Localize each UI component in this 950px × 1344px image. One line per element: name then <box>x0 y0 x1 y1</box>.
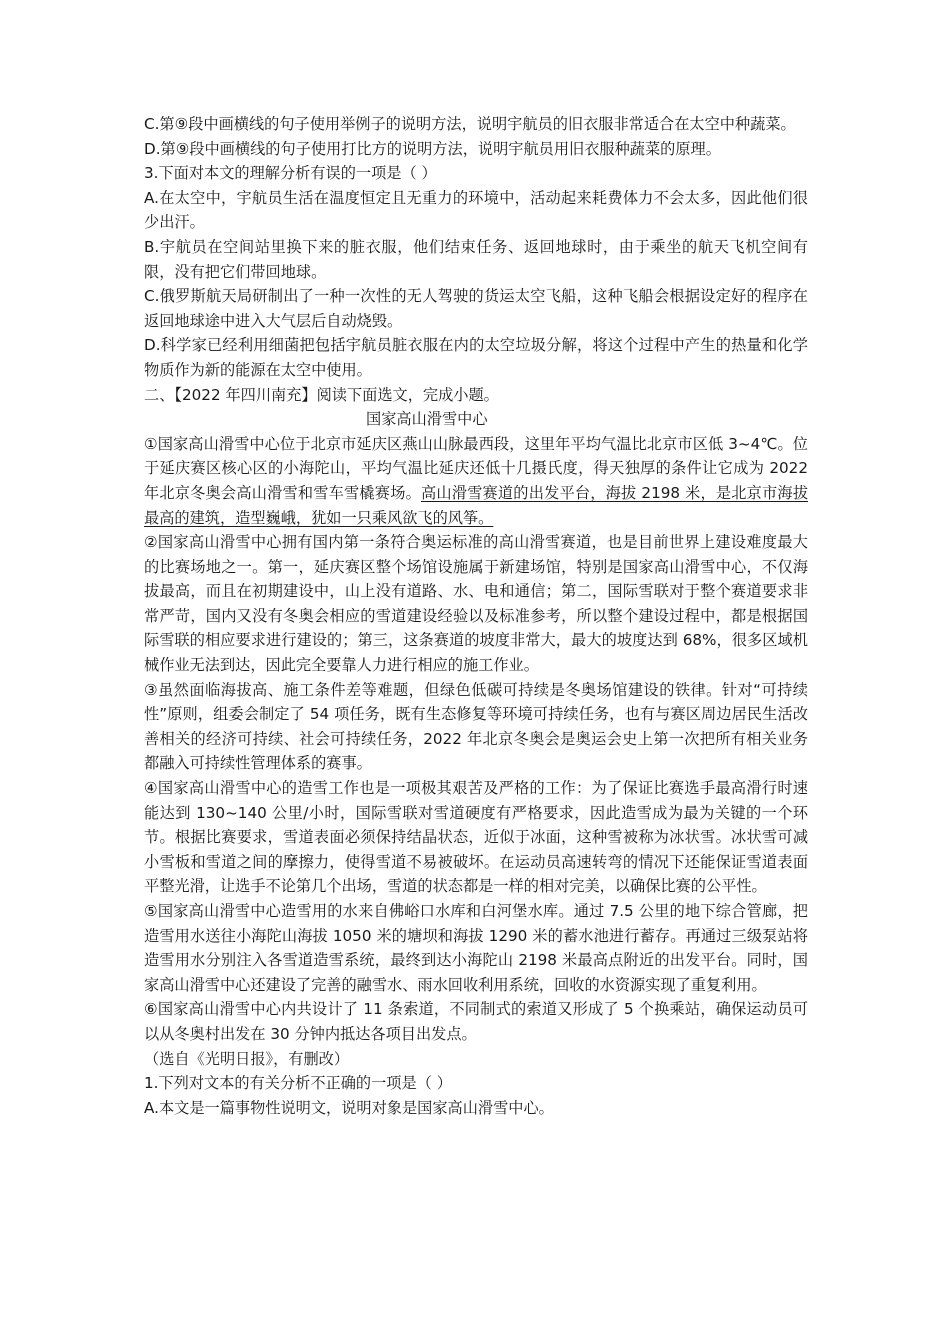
paragraph-1-text: ①国家高山滑雪中心位于北京市延庆区燕山山脉最西段，这里年平均气温比北京市区低 3~4℃。位于延庆赛区核心区的小海陀山，平均气温比延庆还低十几摄氏度，得天独厚的条件让它成为 2022 年北京冬奥会高山滑雪和雪车雪橇赛场。 <box>144 434 808 502</box>
question-3-option-a: A.在太空中，宇航员生活在温度恒定且无重力的环境中，活动起来耗费体力不会太多，因此他们很少出汗。 <box>144 188 808 232</box>
section-heading: 二、【2022 年四川南充】阅读下面选文，完成小题。 <box>144 385 499 404</box>
question-3-option-b: B.宇航员在空间站里换下来的脏衣服，他们结束任务、返回地球时，由于乘坐的航天飞机空间有限，没有把它们带回地球。 <box>144 237 808 281</box>
document-page <box>144 112 808 1120</box>
question-3-option-c: C.俄罗斯航天局研制出了一种一次性的无人驾驶的货运太空飞船，这种飞船会根据设定好的程序在返回地球途中进入大气层后自动烧毁。 <box>144 287 808 330</box>
paragraph-6: ⑥国家高山滑雪中心内共设计了 11 条索道，不同制式的索道又形成了 5 个换乘站，确保运动员可以从冬奥村出发在 30 分钟内抵达各项目出发点。 <box>144 1000 808 1043</box>
paragraph-3: ③虽然面临海拔高、施工条件差等难题，但绿色低碳可持续是冬奥场馆建设的铁律。针对“可持续性”原则，组委会制定了 54 项任务，既有生态修复等环境可持续任务，也有与赛区周边居民生活改善相关的经济可持续、社会可持续任务，2022 年北京冬奥会是奥运会史上第一次把所有相关业务都融入可持续性管理体系的赛事。 <box>144 680 808 773</box>
question-1-stem: 1.下列对文本的有关分析不正确的一项是（ ） <box>144 1074 452 1093</box>
article-title: 国家高山滑雪中心 <box>366 410 488 429</box>
question-1-option-a: A.本文是一篇事物性说明文，说明对象是国家高山滑雪中心。 <box>144 1098 554 1117</box>
option-c-prev: C.第⑨段中画横线的句子使用举例子的说明方法，说明宇航员的旧衣服非常适合在太空中种蔬菜。 <box>144 115 796 133</box>
paragraph-4: ④国家高山滑雪中心的造雪工作也是一项极其艰苦及严格的工作：为了保证比赛选手最高滑行时速能达到 130~140 公里/小时，国际雪联对雪道硬度有严格要求，因此造雪成为最为关键的一个环节。根据比赛要求，雪道表面必须保持结晶状态，近似于冰面，这种雪被称为冰状雪。冰状雪可减小雪板和雪道之间的摩擦力，使得雪道不易被破坏。在运动员高速转弯的情况下还能保证雪道表面平整光滑，让选手不论第几个出场，雪道的状态都是一样的相对完美，以确保比赛的公平性。 <box>144 779 808 896</box>
option-d-prev: D.第⑨段中画横线的句子使用打比方的说明方法，说明宇航员用旧衣服种蔬菜的原理。 <box>144 139 721 158</box>
paragraph-5: ⑤国家高山滑雪中心造雪用的水来自佛峪口水库和白河堡水库。通过 7.5 公里的地下综合管廊，把造雪用水送往小海陀山海拔 1050 米的塘坝和海拔 1290 米的蓄水池进行蓄存。再通过三级泵站将造雪用水分别注入各雪道造雪系统，最终到达小海陀山 2198 米最高点附近的出发平台。同时，国家高山滑雪中心还建设了完善的融雪水、雨水回收利用系统，回收的水资源实现了重复利用。 <box>144 902 808 994</box>
paragraph-1 <box>144 432 808 530</box>
question-3-stem: 3.下面对本文的理解分析有误的一项是（ ） <box>144 164 437 183</box>
question-3-option-d: D.科学家已经利用细菌把包括宇航员脏衣服在内的太空垃圾分解，将这个过程中产生的热量和化学物质作为新的能源在太空中使用。 <box>144 336 808 379</box>
underlined-sentence: 高山滑雪赛道的出发平台，海拔 2198 米，是北京市海拔最高的建筑，造型巍峨，犹如一只乘风欲飞的风筝。 <box>144 483 809 527</box>
paragraph-2: ②国家高山滑雪中心拥有国内第一条符合奥运标准的高山滑雪赛道，也是目前世界上建设难度最大的比赛场地之一。第一，延庆赛区整个场馆设施属于新建场馆，特别是国家高山滑雪中心，不仅海拔最高，而且在初期建设中，山上没有道路、水、电和通信；第二，国际雪联对于整个赛道要求非常严苛，国内又没有冬奥会相应的雪道建设经验以及标准参考，所以整个建设过程中，都是根据国际雪联的相应要求进行建设的；第三，这条赛道的坡度非常大，最大的坡度达到 68%，很多区域机械作业无法到达，因此完全要靠人力进行相应的施工作业。 <box>144 533 808 675</box>
source-note: （选自《光明日报》，有删改） <box>144 1049 350 1068</box>
